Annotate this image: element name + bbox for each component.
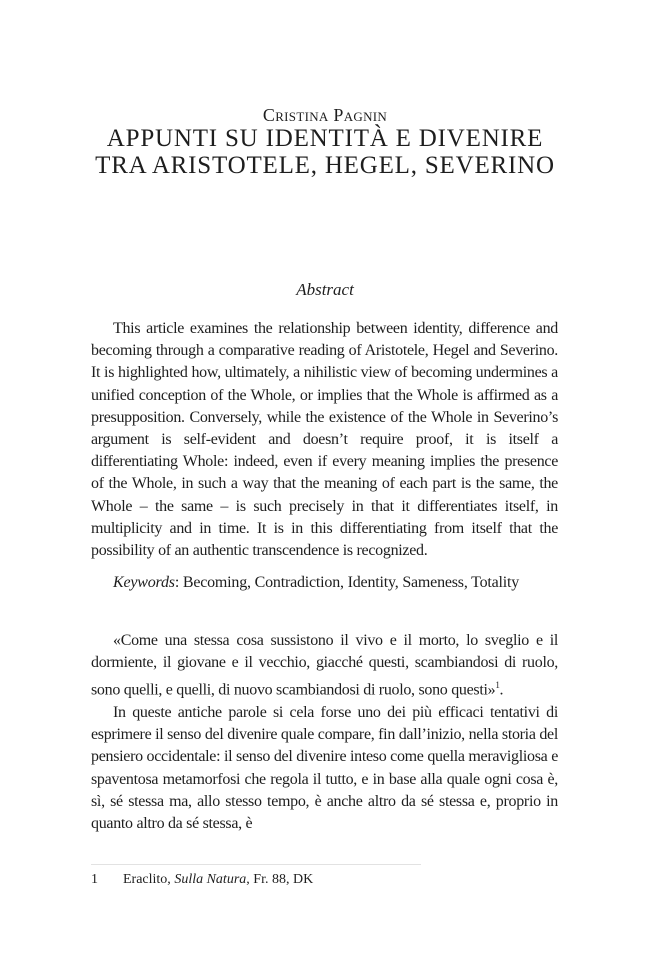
- article-title-line-1: APPUNTI SU IDENTITÀ E DIVENIRE: [106, 125, 544, 152]
- article-author: Cristina Pagnin: [262, 105, 388, 125]
- footnote-author: Eraclito,: [123, 872, 171, 887]
- keywords-label: Keywords: [113, 574, 175, 591]
- keywords: Keywords: Becoming, Contradiction, Identity, Sameness, Totality: [113, 574, 520, 591]
- body-paragraph-1-end: .: [499, 681, 504, 699]
- footnote-reference: 1: [495, 680, 500, 691]
- footnote-reference-detail: , Fr. 88, DK: [246, 872, 314, 887]
- body-paragraph-2: In queste antiche parole si cela forse uno dei più efficaci tentativi di esprimere il senso del divenire quale compare, fin dall’inizio, nella storia del pensiero occidentale: il senso del divenire inteso come quella meravigliosa e spaventosa metamorfosi che regola il tutto, e in base alla quale ogni cosa è, sì, sé stessa ma, allo stesso tempo, è anche altro da sé stessa e, proprio in quanto altro da sé stessa, è: [91, 703, 558, 832]
- footnote-number: 1: [91, 872, 98, 887]
- keywords-values: Becoming, Contradiction, Identity, Sameness, Totality: [182, 574, 520, 591]
- abstract-text: This article examines the relationship between identity, difference and becoming through a comparative reading of Aristotele, Hegel and Severino. It is highlighted how, ultimately, a nihilistic view of becoming undermines a unified conception of the Whole, or implies that the Whole is affirmed as a presupposition. Conversely, while the existence of the Whole in Severino’s argument is self-evident and doesn’t require proof, it is itself a differentiating Whole: indeed, even if every meaning implies the presence of the Whole, in such a way that the meaning of each part is the same, the Whole – the same – is such precisely in that it differentiates itself, in multiplicity and in time. It is in this differentiating from itself that the possibility of an authentic transcendence is recognized.: [91, 320, 558, 560]
- abstract-heading: Abstract: [296, 280, 354, 299]
- footnote: [91, 871, 558, 889]
- article-body: [91, 630, 558, 835]
- footnote-divider: [91, 864, 421, 865]
- article-title-line-2: TRA ARISTOTELE, HEGEL, SEVERINO: [95, 152, 555, 179]
- article-title: [0, 125, 650, 179]
- footnote-work-title: Sulla Natura: [174, 872, 247, 887]
- body-paragraph: [91, 630, 558, 702]
- body-paragraph-1: «Come una stessa cosa sussistono il vivo e il morto, lo sveglio e il dormiente, il giovane e il vecchio, giacché questi, scambiandosi di ruolo, sono quelli, e quelli, di nuovo scambiandosi di ruolo, sono questi»: [91, 632, 558, 699]
